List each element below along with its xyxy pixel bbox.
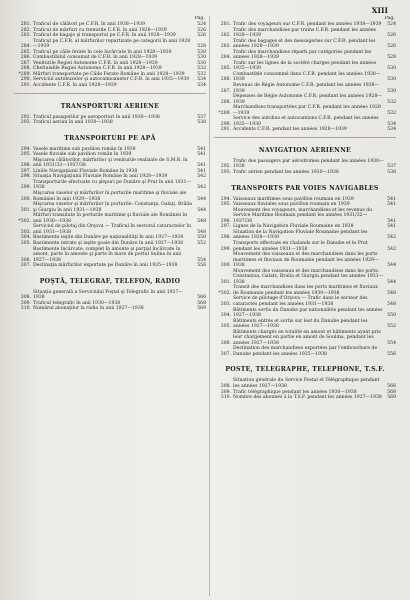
entry-page: 534 <box>197 77 206 83</box>
toc-entry <box>14 180 206 191</box>
entry-page: 530 <box>197 49 206 55</box>
entry-number: 293. <box>20 120 31 126</box>
entry-title: Serviciul de pilotaj din Orşova — Traficul în sectorul cataractelor în anii 1931—1938 <box>33 224 192 235</box>
toc-entry <box>214 105 396 116</box>
entry-number: 290. <box>20 77 31 83</box>
entry-title: Vaisseaux fluviales sous pavillon roumain en 1939 <box>233 202 350 208</box>
entry-page: 532 <box>387 99 396 105</box>
toc-entry <box>214 269 396 286</box>
entry-number: 283. <box>220 44 231 50</box>
entry-number: 301. <box>20 207 31 213</box>
toc-entry <box>214 346 396 357</box>
entry-page: 530 <box>197 60 206 66</box>
entry-title: Service des autobus et autocamions C.F.R. pendant les années 1935—1939 <box>233 116 379 127</box>
entry-title: Mouvement des voyageurs, marchandises et les revenus du Service Maritime Roumain pendant les années 1931/32—1937/38 <box>233 207 373 224</box>
entry-number: 292. <box>20 114 31 120</box>
entry-number: *302. <box>18 218 31 224</box>
entry-title: Trafic des passagers par aérodromes pendant les années 1930—1938 <box>233 158 384 170</box>
entry-number: 281. <box>20 22 31 27</box>
entry-number: 287. <box>220 88 231 94</box>
entry-number: 285. <box>220 66 231 72</box>
entry-title: Destinaţia mărfurilor exportate pe Dunăre în anii 1935—1938 <box>33 263 178 269</box>
entry-title: Revenus de Régie Autonome C.F.R. pendant les années 1928—1939 <box>233 83 380 94</box>
entry-title: Transports effectués en chalands sur le Danube et le Prut pendant les années 1931—1938 <box>233 240 368 252</box>
toc-sections <box>14 22 206 312</box>
entry-title: Traficul de mărfuri cu trenurile C.F.R. în anii 1928—1939 <box>33 27 167 33</box>
entry-title: Dépenses de Régie Autonome C.F.R. pendant les années 1928—1939 <box>233 94 382 105</box>
entry-title: Situaţia Navigaţiunii Fluviale Române în anii 1928—1939 <box>33 174 168 180</box>
pag-label: Pag. <box>384 16 395 21</box>
entry-number: 299. <box>220 246 231 252</box>
entry-number: 301. <box>220 279 231 285</box>
entry-title: Situation de la Navigation Fluviale Roumaine pendant les années 1928—1939 <box>233 229 368 241</box>
entry-number: 304. <box>20 235 31 241</box>
toc-entry <box>214 330 396 347</box>
entry-title: Bastimente intrate şi ieşite goale din Dunăre în anii 1927—1938 <box>33 240 183 246</box>
entry-title: Veniturile Regiei Autonome C.F.R. în anii 1928—1939 <box>33 60 158 66</box>
entry-number: 286. <box>220 77 231 83</box>
entry-number: 299. <box>20 185 31 191</box>
entry-page: 542 <box>197 185 206 191</box>
toc-entry <box>214 395 396 401</box>
toc-entry <box>214 170 396 176</box>
entry-title: Mouvement des vaisseaux et des marchandises dans les ports maritimes et fluviaux de Roumanie pendant les années 1929—1938 <box>233 252 379 269</box>
toc-entry <box>214 28 396 39</box>
toc-entry <box>214 208 396 225</box>
entry-page: 541 <box>197 146 206 152</box>
entry-title: Mouvement des vaisseaux et des marchandises dans les ports: Constantza, Galatz, Braila et Giurgiu pendant les années 1931—1938 <box>233 268 384 285</box>
entry-number: 309. <box>220 389 231 395</box>
entry-title: Traficul aerian în anii 1930—1938 <box>33 120 113 126</box>
entry-number: 282. <box>220 33 231 39</box>
entry-page: 534 <box>387 127 396 133</box>
entry-title: Trafic des marchandises par trains C.F.R. pendant les années 1928—1939 <box>233 27 376 39</box>
toc-entry <box>214 72 396 83</box>
column-divider <box>209 16 210 596</box>
entry-page: 532 <box>387 110 396 116</box>
entry-page: 526 <box>197 27 206 33</box>
entry-number: 294. <box>220 196 231 202</box>
entry-number: 305. <box>220 324 231 330</box>
entry-title: Transit des marchandises dans les ports maritimes et fluviaux de Roumanie pendant les années 1930—1938 <box>233 285 378 296</box>
entry-number: 295. <box>220 202 231 208</box>
entry-page: 530 <box>197 55 206 61</box>
entry-page: 541 <box>197 168 206 174</box>
entry-page: 534 <box>197 83 206 89</box>
section-heading: POSTE, TELEGRAPHE, TELEPHONE, T.S.F. <box>225 366 385 374</box>
entry-title: Trafic télégraphique pendant les années 1930—1938 <box>233 389 357 395</box>
entry-page: 566 <box>197 295 206 301</box>
toc-entry <box>214 50 396 61</box>
entry-title: Cheltuielile Regiei Autonome C.F.R. în anii 1928—1939 <box>33 66 162 72</box>
entry-number: 290. <box>220 121 231 127</box>
entry-title: Trafic des marchandises réparti par catégories pendant les années 1928—1939 <box>233 49 372 61</box>
entry-number: 300. <box>20 196 31 202</box>
entry-title: Liniile Navigaţiunii Fluviale Române în 1938 <box>33 168 138 174</box>
entry-page: 556 <box>387 351 396 357</box>
entry-number: 310. <box>20 306 31 312</box>
entry-page: 542 <box>387 246 396 252</box>
toc-entry <box>214 378 396 389</box>
entry-title: Bâtiments entrés et sortis sur lest du Danube pendant les années 1927—1938 <box>233 318 368 330</box>
entry-page: 532 <box>197 71 206 77</box>
entry-number: 295. <box>20 152 31 158</box>
section-heading: TRANSPORTS PAR VOIES NAVIGABLES <box>231 184 379 192</box>
entry-page: 568 <box>197 300 206 306</box>
toc-entry <box>214 83 396 94</box>
section-heading: POŞTĂ, TELEGRAF, TELEFON, RADIO <box>39 277 181 285</box>
toc-entry <box>214 285 396 296</box>
toc-entry <box>214 241 396 252</box>
entry-page: 538 <box>387 170 396 176</box>
entry-number: 296. <box>220 218 231 224</box>
entry-page: 532 <box>197 66 206 72</box>
entry-page: 568 <box>387 389 396 395</box>
toc-entry <box>214 94 396 105</box>
entry-title: Combustible consommé dans C.F.R. pendant les années 1928—1939 <box>233 71 381 83</box>
entry-title: Lignes de la Navigation Fluviale Roumaine en 1938 <box>233 224 354 230</box>
entry-page: 550 <box>197 235 206 241</box>
entry-title: Destination des marchandises exportées par l'embouchure de Danube pendant les années 1935—1938 <box>233 346 378 357</box>
toc-entry <box>214 159 396 170</box>
entry-number: 308. <box>220 383 231 389</box>
entry-number: 306. <box>20 257 31 263</box>
toc-entry <box>214 39 396 50</box>
entry-number: 284. <box>20 44 31 50</box>
entry-title: Nombre des abonnés à la T.S.F. pendant les années 1927—1938 <box>233 395 382 401</box>
entry-number: 304. <box>220 313 231 319</box>
entry-page: 566 <box>387 383 396 389</box>
entry-page: 524 <box>197 22 206 27</box>
entry-title: Traficul pe căile ferate în cele încărcate în anii 1928—1939 <box>33 49 172 55</box>
pag-label: Pag. <box>194 16 205 21</box>
entry-number: 284. <box>220 55 231 61</box>
toc-entry <box>214 61 396 72</box>
entry-number: 298. <box>220 235 231 241</box>
toc-entry <box>14 213 206 224</box>
entry-title: Situation générale du Service Postal et Télégraphique pendant les années 1927—1938 <box>233 378 380 389</box>
entry-title: Numărul abonaţilor la radio în anii 1927—1938 <box>33 306 144 312</box>
entry-page: 524 <box>387 22 396 27</box>
entry-title: Transporturile efectuate cu şlepuri pe Dunăre şi Prut în anii 1931—1938 <box>33 179 192 191</box>
entry-title: Mişcarea călătorilor, mărfurilor şi veniturile realizate de S.M.R. în anii 1931/32—1937/38 <box>33 157 188 169</box>
entry-page: 548 <box>197 229 206 235</box>
section-rule <box>14 93 206 94</box>
entry-title: Vaisseaux maritimes sous pavillon roumain en 1939 <box>233 196 354 202</box>
entry-number: 297. <box>20 168 31 174</box>
entry-title: Service de pilotage d'Orşova — Trafic dans le secteur des cataractes pendant les années 1931—1938 <box>233 296 368 307</box>
entry-title: Marchandises transportées par C.F.R. pendant les années 1928—1939 <box>233 105 381 116</box>
entry-page: 548 <box>387 301 396 307</box>
entry-page: 541 <box>197 163 206 169</box>
entry-page: 537 <box>197 114 206 120</box>
entry-page: 528 <box>197 44 206 50</box>
entry-title: Trafic sur les lignes de la société charges pendant les années 1935—1939 <box>233 60 377 72</box>
entry-page: 548 <box>387 290 396 296</box>
toc-entry <box>214 319 396 330</box>
section-heading: NAVIGATION AERIENNE <box>258 146 352 154</box>
toc-entry <box>214 252 396 269</box>
entry-page: 530 <box>387 88 396 94</box>
entry-title: Mişcarea vaselor şi mărfurilor în porturile: Constanţa, Galaţi, Brăila şi Giurgiu în anii 1931—1938 <box>33 202 192 213</box>
entry-page: 554 <box>197 257 206 263</box>
toc-entry <box>14 83 206 89</box>
entry-number: 309. <box>20 300 31 306</box>
entry-number: 292. <box>220 164 231 170</box>
entry-number: 297. <box>220 224 231 230</box>
entry-number: 291. <box>220 127 231 133</box>
entry-number: 307. <box>220 351 231 357</box>
entry-page: 544 <box>387 279 396 285</box>
entry-title: Traficul pasagerilor pe aeroporturi în anii 1930—1938 <box>33 114 160 120</box>
entry-title: Traficul pe C.F.R. al mărfurilor repartizate pe categorii în anii 1928—1939 <box>33 38 191 50</box>
entry-number: 306. <box>220 340 231 346</box>
toc-column-romanian <box>14 16 206 596</box>
entry-title: Bastimente încărcate, complet în amonte şi parţial încărcate în amont, parte în amonte şi parte în mare de portul Sulina în anii 1927—1938 <box>33 246 182 263</box>
entry-title: Traficul de bagaje şi transportul pe C.F.R. în anii 1928—1939 <box>33 33 176 39</box>
entry-title: Trafic des voyageurs sur C.F.R. pendant les années 1938—1939 <box>233 22 382 27</box>
entry-number: 286. <box>20 55 31 61</box>
toc-entry <box>14 306 206 312</box>
entry-number: 281. <box>220 22 231 27</box>
entry-page: 541 <box>387 224 396 230</box>
entry-page: 542 <box>197 174 206 180</box>
toc-entry <box>214 308 396 319</box>
entry-title: Serviciul autobuzelor şi autocamioanelor C.F.R. în anii 1935—1939 <box>33 77 190 83</box>
toc-entry <box>14 202 206 213</box>
entry-title: Traficul telegrafic în anii 1930—1938 <box>33 300 121 306</box>
entry-page: 556 <box>197 263 206 269</box>
toc-entry <box>14 224 206 235</box>
entry-page: 544 <box>197 207 206 213</box>
entry-title: Combustibilul consumat de C.F.R. în anii 1928—1939 <box>33 55 158 61</box>
entry-page: 550 <box>387 313 396 319</box>
entry-page: 526 <box>197 33 206 39</box>
entry-number: 300. <box>220 263 231 269</box>
entry-page: 537 <box>387 164 396 170</box>
entry-number: 303. <box>20 229 31 235</box>
entry-page: 526 <box>387 44 396 50</box>
entry-number: 282. <box>20 27 31 33</box>
entry-title: Situaţia generală a Serviciului Poştal şi Telegrafic în anii 1927—1938 <box>33 289 183 301</box>
toc-sections <box>214 22 396 401</box>
entry-number: 288. <box>220 99 231 105</box>
entry-title: Trafic des bagages et des messageries sur C.F.R. pendant les années 1928—1939 <box>233 38 376 50</box>
entry-page: 530 <box>387 66 396 72</box>
toc-entry <box>214 116 396 127</box>
entry-title: Bastimente ieşite din Dunăre pe naţionalităţi în anii 1927—1938 <box>33 235 184 241</box>
entry-title: Traficul de călători pe C.F.R. în anii 1938—1939 <box>33 22 146 27</box>
entry-number: 285. <box>20 49 31 55</box>
entry-page: 538 <box>197 120 206 126</box>
entry-number: 307. <box>20 263 31 269</box>
entry-number: *289. <box>18 71 31 77</box>
entry-page: 541 <box>197 152 206 158</box>
entry-title: Bâtiments chargés en totalité en amont et bâtiments ayant pris leur chargement en partie en amont de Soulina, pendant les années 1927—1938 <box>233 329 381 346</box>
section-rule <box>214 137 396 138</box>
entry-page: 552 <box>197 240 206 246</box>
toc-entry <box>214 230 396 241</box>
entry-title: Mărfuri transportate pe Căile Ferate Române în anii 1928—1939 <box>33 71 185 77</box>
entry-page: 534 <box>387 121 396 127</box>
entry-page: 541 <box>387 196 396 202</box>
entry-title: Trafic aérien pendant les années 1930—1938 <box>233 170 339 176</box>
entry-number: *302. <box>218 290 231 296</box>
entry-page: 528 <box>387 55 396 61</box>
entry-page: 544 <box>387 263 396 269</box>
entry-page: 548 <box>197 218 206 224</box>
entry-number: 296. <box>20 163 31 169</box>
entry-number: *289. <box>218 110 231 116</box>
toc-entry <box>14 290 206 301</box>
section-heading: TRANSPORTURI AERIENE <box>60 102 160 110</box>
entry-title: Mişcarea vaselor şi mărfurilor în porturile maritime şi fluviale ale României în anii 1929—1938 <box>33 191 187 202</box>
entry-page: 569 <box>387 395 396 401</box>
entry-page: 552 <box>387 324 396 330</box>
entry-number: 287. <box>20 60 31 66</box>
page-number: XIII <box>371 6 388 15</box>
entry-page: 569 <box>197 306 206 312</box>
toc-entry <box>214 127 396 133</box>
entry-page: 542 <box>387 235 396 241</box>
entry-number: 310. <box>220 395 231 401</box>
entry-number: 305. <box>20 240 31 246</box>
toc-entry <box>214 296 396 307</box>
entry-page: 526 <box>387 33 396 39</box>
entry-number: 288. <box>20 66 31 72</box>
entry-title: Vasele maritime sub pavilion român în 1939 <box>33 146 136 152</box>
entry-title: Vasele fluviale sub pavilion român în 1939 <box>33 152 132 158</box>
entry-page: 530 <box>387 77 396 83</box>
entry-page: 544 <box>197 196 206 202</box>
entry-page: 541 <box>387 202 396 208</box>
entry-number: 291. <box>20 83 31 89</box>
section-heading: TRANSPORTURI PE APĂ <box>64 134 156 142</box>
entry-title: Accidente C.F.R. în anii 1928—1939 <box>33 83 117 89</box>
toc-entry <box>14 247 206 264</box>
entry-number: 298. <box>20 174 31 180</box>
entry-page: 554 <box>387 340 396 346</box>
entry-title: Bâtiments sortis du Danube par nationalités pendant les années 1927—1938 <box>233 307 383 319</box>
toc-entry <box>14 120 206 126</box>
toc-column-french <box>214 16 396 596</box>
toc-entry <box>14 191 206 202</box>
entry-number: 308. <box>20 295 31 301</box>
toc-entry <box>14 158 206 169</box>
entry-number: 294. <box>20 146 31 152</box>
toc-entry <box>14 39 206 50</box>
entry-title: Mărfuri transitate în porturile maritime şi fluviale ale României în anii 1930—1938 <box>33 213 188 224</box>
entry-number: 293. <box>220 170 231 176</box>
entry-page: 541 <box>387 218 396 224</box>
entry-number: 303. <box>220 301 231 307</box>
entry-number: 283. <box>20 33 31 39</box>
toc-entry <box>14 263 206 269</box>
entry-title: Accidents C.F.R. pendant les années 1928—1939 <box>233 127 347 133</box>
